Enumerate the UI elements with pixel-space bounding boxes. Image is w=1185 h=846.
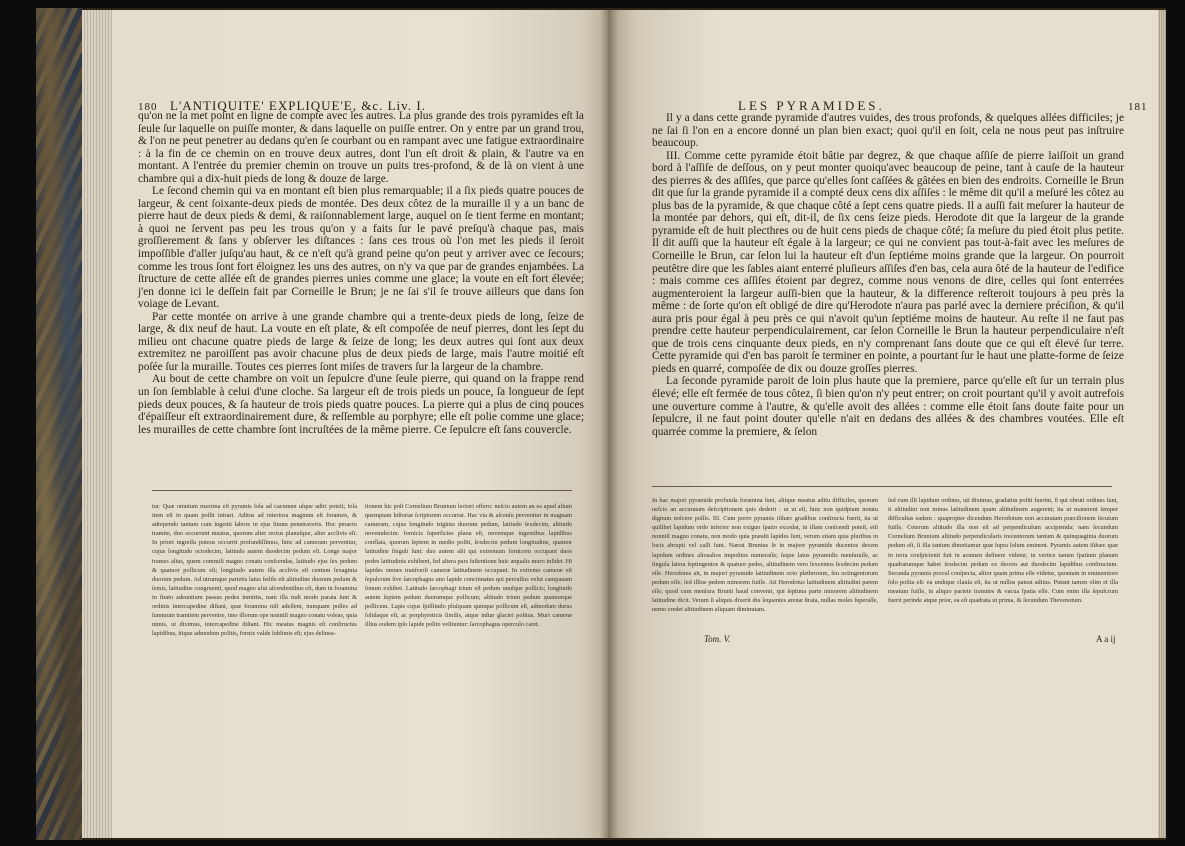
left-head-title: L'ANTIQUITE' EXPLIQUE'E, &c. Liv. I. bbox=[170, 98, 426, 113]
right-page-number: 181 bbox=[1128, 101, 1148, 113]
footnote-text: ſed cum illi lapidum ordines, uti diximus, gradatim poſiti fuerint, ſi qui obruti ordines ſunt, ii altitudini non minus latitudinem quam altitudinem augerent; ita ut manerent ſemper difficultas eadem : quapropter dicendum Herodotum non accuratam præciſionem ſecutum fuiſſe. Ceterum altitudo illa non eſt ad perpendiculum accipienda; nam ſecundum Cornelium Brunium altitudo perpendicularis trecentorum tantum & quinquaginta duorum pedum eſt, ſi illa tantum dimetiamur quæ ſupra ſolum eminent. Pyramis autem iſthæc quæ in terra conſpicienti fuit in acumen deſinere videtur, in vertice tamen ſpatium planum quadratumque habet ſexdecim pedum ex decem aut duodecim lapidibus conſtructum. Secunda pyramis procul conſpecta, altior quam prima eſſe videtur, quoniam in eminentiore ſolo poſita eſt: ea undique clauſa eſt, ita ut nullus pateat aditus. Putant tamen olim et illa meatum fuiſſe, in aliquo pariete tramites & vacua ſpatia eſſe. Cum enim illa ſepulcrum fuerit perinde atque prior, ea eſt quadrata ut prima, & ſecundum Thevenotum. bbox=[888, 497, 1118, 605]
paragraph: Par cette montée on arrive à une grande chambre qui a trente-deux pieds de long, ſeize de large, & dix neuf de haut. La voute en eſt plate, & eſt compoſée de neuf pierres, dont les ſept du milieu ont chacune quatre pieds de large & ſeize de long; les deux autres qui ſont aux deux extremitez ne paroiſſent pas avoir chacune plus de deux pieds de large, mais l'autre moitié eſt poſée ſur la muraille. Toutes ces pierres ſont miſes de travers ſur la largeur de la chambre. bbox=[138, 310, 584, 373]
footnote-rule bbox=[152, 490, 572, 491]
footnote-text: In hac majori pyramide profunda foramina ſunt, aliique meatus aditu difficiles, quorum neſcio an accuratam deſcriptionem quis dederit : ut ut eſt, hinc non quidpiam notatu dignum noſcere poſſis. III. Cum porro pyramis iſthæc gradibus conſtructa fuerit, ita ut quilibet lapidum ordo inferior non exiguo ſpatio excedat, in illam conſcendi poteſt, etſi nonniſi magno conatu, non modo quia præalti lapides ſunt, verum etiam quia pluribus in locis abrupti vel caſſi ſunt. Narrat Brunius ſe in majore pyramide ducentos decem lapidum ordines aliosalios impoſitos numeraſſe; ſeque latus pyramidis menſuraſſe, ac ſingula latera ſeptingentos & quatuor pedes, altitudinem vero ſexcentos ſexdecim pedum eſſe. Herodotus ait, in majori pyramide latitudinem octo plethrorum, ſeu octingentorum pedum eſſe; ſed illius pedem minorem fuiſſe. Ait Herodotus latitudinem altitudini parem eſſe; quod cum menſura Brunii haud convenit, qui ſeptima parte minorem altitudinem latitudine dicit. Verum ſi aliquis dixerit diu ſequentes arenæ ſtrata, nullas moles ſuperaſſe, nemo credet altitudinem aliquam diminutam. bbox=[652, 497, 878, 614]
left-body-text bbox=[138, 110, 584, 436]
signature-volume: Tom. V. bbox=[704, 634, 731, 644]
left-footnote-col2 bbox=[365, 502, 572, 629]
right-head-title: LES PYRAMIDES. bbox=[738, 98, 885, 113]
paragraph: Le ſecond chemin qui va en montant eſt bien plus remarquable; il a ſix pieds quatre pouces de largeur, & cent ſoixante-deux pieds de montée. Des deux côtez de la muraille il y a un banc de pierre haut de deux pieds & demi, & raiſonnablement large, auquel on ſe tient ferme en montant; à quoi ne ſervent pas peu les trous qu'on y a faits ſur le pavé preſqu'à chaque pas, mais groſſierement & ſans y obſerver les diſtances : ſans ces trous où l'on met les pieds il ſeroit impoſſible d'aller juſqu'au haut, & ce n'eſt qu'à grand peine qu'on peut y arriver avec ce ſecours; comme les trous ſont fort éloignez les uns des autres, on n'y va que par de grandes enjambées. La ſtructure de cette allée eſt de grandes pierres unies comme une glace; la voute en eſt fort élevée; j'en donne ici le deſſein fait par Corneille le Brun; je ne ſai s'il ſe trouve ailleurs que dans ſon voiage de Levant. bbox=[138, 185, 584, 311]
left-footnote-col1 bbox=[152, 502, 357, 638]
paragraph: III. Comme cette pyramide étoit bâtie par degrez, & que chaque aſſiſe de pierre laiſſoit un grand bord à l'aſſiſe de deſſous, on y peut monter quoiqu'avec beaucoup de peine, tant à cauſe de la hauteur des pierres & des aſſiſes, que parce qu'elles ſont caſſées & gâtées en bien des endroits. Corneille le Brun dit que ſur la grande pyramide il a compté deux cens dix aſſiſes : le même dit qu'il a meſuré les côtez au plus bas de la pyramide, & que chaque côté a ſept cens quatre pieds. Il a auſſi fait meſurer la hauteur de la montée par dehors, qui eſt, dit-il, de ſix cens ſeize pieds. Herodote dit que la largeur de la grande pyramide eſt de huit plecthres ou de huit cens pieds de chaque côté; ſa meſure du pied étoit plus petite. Il dit auſſi que la hauteur eſt égale à la largeur; ce qui ne convient pas tout-à-fait avec les meſures de Corneille le Brun, car ſelon lui la hauteur eſt d'un ſeptiéme moins grande que la largeur. On pourroit peutêtre dire que les ſables aiant enterré pluſieurs aſſiſes d'en bas, cela aura ôté de la hauteur de l'edifice : mais comme ces aſſiſes étoient par degrez, comme nous venons de dire, celles qui ſont enterrées augmenteroient la largeur auſſi-bien que la hauteur, & la difference reſteroit toujours à peu près la même : de ſorte qu'on eſt obligé de dire qu'Herodote n'aura pas parlé avec la derniere préciſion, & qu'il aura pris pour égal à peu près ce qui n'avoit qu'un ſeptiéme moins de hauteur. Au reſte il ne faut pas prendre cette hauteur perpendiculairement, car ſelon Corneille le Brun la hauteur perpendiculaire n'eſt que de trois cens cinquante deux pieds, en n'y comprenant ſans doute que ce qui eſt élevé ſur terre. Cette pyramide qui d'en bas paroit ſe terminer en pointe, a pourtant ſur le haut une platte-forme de ſeize pieds en quarré, compoſée de dix ou douze groſſes pierres. bbox=[652, 149, 1124, 375]
signature-mark: A a ij bbox=[1096, 634, 1116, 644]
right-footnote-col1 bbox=[652, 496, 878, 614]
footnote-rule bbox=[652, 486, 1112, 487]
page-edges-right bbox=[1158, 10, 1166, 838]
footnote-text: tionem hic poſt Cornelium Brunium lectori offero: neſcio autem an ea apud alium quempiam hiſtoriæ ſcriptorem occurrat. Hac via & aſcenſu pervenitur in magnam cameram, cujus longitudo triginta duorum pedum, latitudo ſexdecim, altitudo novemdecim: fornicis ſuperficies plana eſt, novemque ingentibus lapidibus conflata, quorum ſeptem in medio poſiti, ſexdecim pedum longitudine, quatuor latitudine ſinguli ſunt: duo autem alii qui extremum fornicem occupant duos pedes latitudinis exhibent, ſed altera pars ſuſtentione huic æqualis muro inſidet. Hi lapides omnes tranſverſi cameræ latitudinem occupant. In extremo cameræ eſt ſepulcrum ſive ſarcophagus uno lapide concinnatus qui percuſſus velut campanam ſonum exhibet. Latitudo ſarcophagi trium eſt pedum unuſque pollicis; longitudo autem ſeptem pedum duorumque pollicum; altitudo trium pedum quatuorque pollicum. Lapis cujus ſpiſſitudo pluſquam quinque pollicum eſt, admodum durus ſolidaque eſt, ac porphyreticis ſimilis, atque inſtar glaciei politus. Muri cameræ illius eodem ipſo lapide polito veſtiuntur: ſarcophagus operculo caret. bbox=[365, 503, 572, 629]
left-page bbox=[112, 10, 608, 838]
right-footnote-col2 bbox=[888, 496, 1118, 605]
book-gutter bbox=[600, 10, 618, 838]
left-page-number: 180 bbox=[138, 101, 158, 113]
right-body-text bbox=[652, 112, 1124, 438]
paragraph: qu'on ne la met point en ligne de compte avec les autres. La plus grande des trois pyramides eſt la ſeule ſur laquelle on puiſſe monter, & dans laquelle on puiſſe entrer. On y entre par un grand trou, & l'on ne peut penetrer au dedans qu'en ſe courbant ou en rampant avec une fatigue extraordinaire : à la fin de ce chemin on en trouve deux autres, dont l'un eſt droit & plain, & l'autre va en montant. A l'entrée du premier chemin on trouve un puits tres-profond, & de là on vient à une chambre qui a dix-huit pieds de long & douze de large. bbox=[138, 110, 584, 185]
paragraph: Il y a dans cette grande pyramide d'autres vuides, des trous profonds, & quelques allées difficiles; je ne ſai ſi l'on en a encore donné un plan bien exact; quoi qu'il en ſoit, cela ne nous peut pas inſtruire beaucoup. bbox=[652, 112, 1124, 150]
footnote-text: tur. Quæ omnium maxima eſt pyramis ſola ad cacumen uſque adiri poteſt; ſola item eſt in quam poſſit intrari. Aditus ad interiora magnum eſt foramen, & adrependo tantum cum ingenti labore in ejus ſinum penetraveris. Hoc peracto tramite, duo occurrunt meatus, quorum alter rectus planuſque, alter acclivis eſt. In priori ingreſſu puteus occurrit profundiſſimus, hinc ad cameram pervenitur, cujus longitudo octodecim, latitudo autem duodecim pedum eſt. Longe major trames alius, quem commiſi magno conatu conſcendas, latitudo ejus ſex pedum & quatuor pollicum eſt; longitudo autem illa acclivis eſt centum ſexaginta duorum pedum. Ad utrumque parietis latus ſedile eſt altitudine duorum pedum & ſemis, latitudine congruenti, quod magno uſui aſcendentibus eſt, dum in foramina in ſtrato adeuntium passus pedes inmittis, nam illa rudi modo parata ſunt & ordinis intercapedine diſtant, quæ foramina niſi adeſſent, nunquam poſſes ad ſummum tramitem pervenire, imo illorum ope nonniſi magno conatu voleas, quia nimis, ut diximus, intercapedine diſtant. Hic meatus magnis eſt conſtructus lapidibus, itique admodum politis, fornix valde ſublimis eſt; ejus delinea- bbox=[152, 503, 357, 638]
paragraph: Au bout de cette chambre on voit un ſepulcre d'une ſeule pierre, qui quand on la frappe rend un ſon ſemblable à celui d'une cloche. Sa largeur eſt de trois pieds un pouce, ſa longueur de ſept pieds deux pouces, & ſa hauteur de trois pieds quatre pouces. La pierre qui a plus de cinq pouces d'épaiſſeur eſt extraordinairement dure, & reſſemble au porphyre; elle eſt polie comme une glace; les murailles de cette chambre ſont incruſtées de la même pierre. Ce ſepulcre eſt ſans couvercle. bbox=[138, 373, 584, 436]
marbled-endpaper bbox=[36, 8, 82, 840]
page-edges-left bbox=[82, 10, 112, 838]
paragraph: La ſeconde pyramide paroit de loin plus haute que la premiere, parce qu'elle eſt ſur un terrain plus élevé; elle eſt fermée de tous côtez, ſi bien qu'on n'y peut entrer; on croit pourtant qu'il y avoit autrefois une ouverture comme à l'autre, & qu'elle avoit des allées : comme elle étoit ſans doute faite pour un ſepulcre, il ne faut point douter qu'elle n'ait en dedans des allées & des chambres voutées. Elle eſt quarrée comme la premiere, & ſelon bbox=[652, 375, 1124, 438]
right-page bbox=[608, 10, 1160, 838]
